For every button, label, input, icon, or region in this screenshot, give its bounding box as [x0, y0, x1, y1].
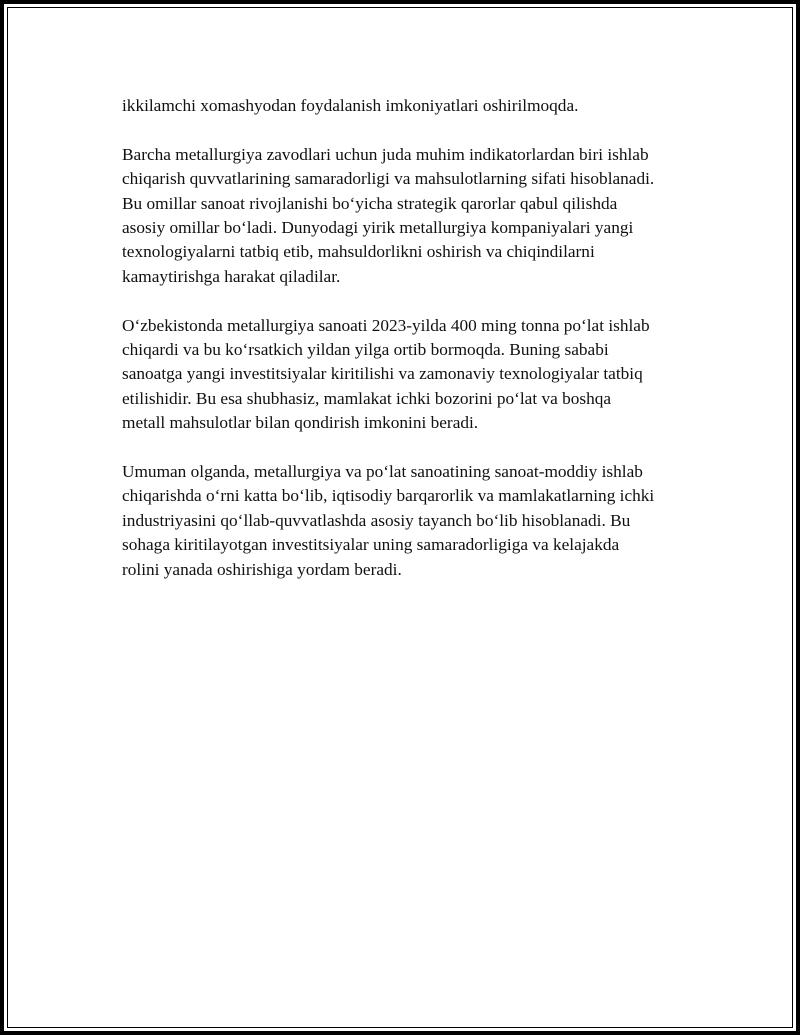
text-line: sohaga kiritilayotgan investitsiyalar uning samaradorligiga va kelajakda — [122, 535, 620, 555]
paragraph-4 — [122, 460, 722, 582]
document-body — [122, 94, 722, 606]
text-line: Bu omillar sanoat rivojlanishi bo‘yicha strategik qarorlar qabul qilishda — [122, 193, 618, 213]
text-line: texnologiyalarni tatbiq etib, mahsuldorlikni oshirish va chiqindilarni — [122, 242, 595, 262]
text-line: industriyasini qo‘llab-quvvatlashda asosiy tayanch bo‘lib hisoblanadi. Bu — [122, 510, 631, 530]
text-line: ikkilamchi xomashyodan foydalanish imkoniyatlari oshirilmoqda. — [122, 96, 579, 115]
text-line: metall mahsulotlar bilan qondirish imkonini beradi. — [122, 413, 479, 433]
text-line: chiqarishda o‘rni katta bo‘lib, iqtisodiy barqarorlik va mamlakatlarning ichki — [122, 486, 655, 506]
paragraph-2 — [122, 143, 722, 289]
text-line: chiqarish quvvatlarining samaradorligi va mahsulotlarning sifati hisoblanadi. — [122, 169, 655, 189]
text-line: O‘zbekistonda metallurgiya sanoati 2023-yilda 400 ming tonna po‘lat ishlab — [122, 315, 650, 335]
text-line: Barcha metallurgiya zavodlari uchun juda muhim indikatorlardan biri ishlab — [122, 144, 649, 164]
text-line: sanoatga yangi investitsiyalar kiritilishi va zamonaviy texnologiyalar tatbiq — [122, 364, 643, 384]
text-line: Umuman olganda, metallurgiya va po‘lat sanoatining sanoat-moddiy ishlab — [122, 462, 643, 482]
paragraph-1 — [122, 94, 722, 118]
text-line: chiqardi va bu ko‘rsatkich yildan yilga ortib bormoqda. Buning sababi — [122, 340, 609, 360]
text-line: kamaytirishga harakat qiladilar. — [122, 266, 341, 286]
text-line: etilishidir. Bu esa shubhasiz, mamlakat ichki bozorini po‘lat va boshqa — [122, 388, 612, 408]
paragraph-3 — [122, 314, 722, 436]
text-line: rolini yanada oshirishiga yordam beradi. — [122, 559, 402, 579]
text-line: asosiy omillar bo‘ladi. Dunyodagi yirik metallurgiya kompaniyalari yangi — [122, 218, 634, 238]
